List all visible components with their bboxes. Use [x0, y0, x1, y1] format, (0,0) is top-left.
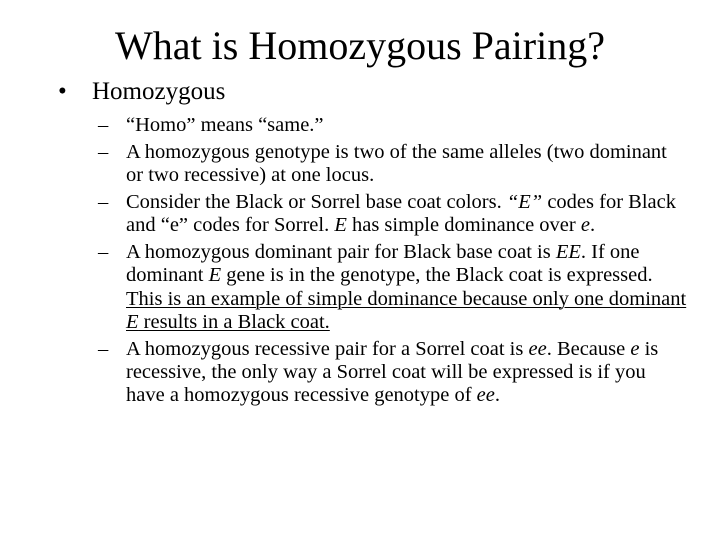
sub-bullet-2 — [98, 141, 688, 188]
dash-marker: – — [98, 190, 109, 213]
bullet-heading: Homozygous — [92, 78, 226, 105]
text-segment: A homozygous dominant pair for Black base coat is — [126, 240, 556, 263]
text-segment: This is an example of simple dominance because only one dominant — [126, 287, 687, 310]
text-segment: EE — [555, 240, 581, 263]
text-segment: “E” — [506, 190, 543, 213]
sub-bullet-4 — [98, 241, 688, 334]
dash-marker: – — [98, 114, 109, 136]
sub-bullet-1 — [98, 114, 688, 137]
text-segment: “Homo” means “same.” — [126, 114, 324, 136]
text-segment: A homozygous recessive pair for a Sorrel coat is — [126, 337, 529, 360]
dash-marker: – — [98, 337, 109, 360]
text-segment: E — [126, 310, 139, 333]
text-segment: A homozygous genotype is two of the same alleles (two dominant or two recessive) at one locus. — [126, 140, 667, 187]
bullet-marker: • — [58, 78, 67, 105]
text-segment: E — [208, 264, 222, 287]
text-segment: ee — [476, 384, 495, 407]
dash-marker: – — [98, 240, 109, 263]
text-segment: Consider the Black or Sorrel base coat colors. — [126, 190, 507, 213]
text-segment: e — [580, 214, 590, 237]
text-segment: . — [589, 214, 596, 237]
text-segment: codes for Black and “e” codes for Sorrel. — [126, 190, 676, 237]
sub-bullet-3 — [98, 191, 688, 238]
text-segment: ee — [528, 337, 547, 360]
dash-marker: – — [98, 140, 109, 163]
text-segment: . Because — [546, 337, 631, 360]
text-segment: E — [334, 214, 347, 237]
text-segment: is recessive, the only way a Sorrel coat will be expressed is if you have a homozygous recessive genotype of — [126, 337, 659, 407]
sub-bullet-5 — [98, 338, 688, 408]
text-segment: . If one dominant — [126, 240, 640, 287]
text-segment: results in a Black coat. — [138, 310, 330, 333]
text-segment: gene is in the genotype, the Black coat is expressed. — [221, 264, 653, 287]
text-segment: has simple dominance over — [346, 214, 581, 237]
sub-bullet-list — [98, 114, 688, 408]
text-segment: . — [494, 384, 500, 407]
bullet-homozygous — [58, 76, 225, 108]
slide-title: What is Homozygous Pairing? — [115, 23, 605, 68]
text-segment: e — [630, 337, 640, 360]
